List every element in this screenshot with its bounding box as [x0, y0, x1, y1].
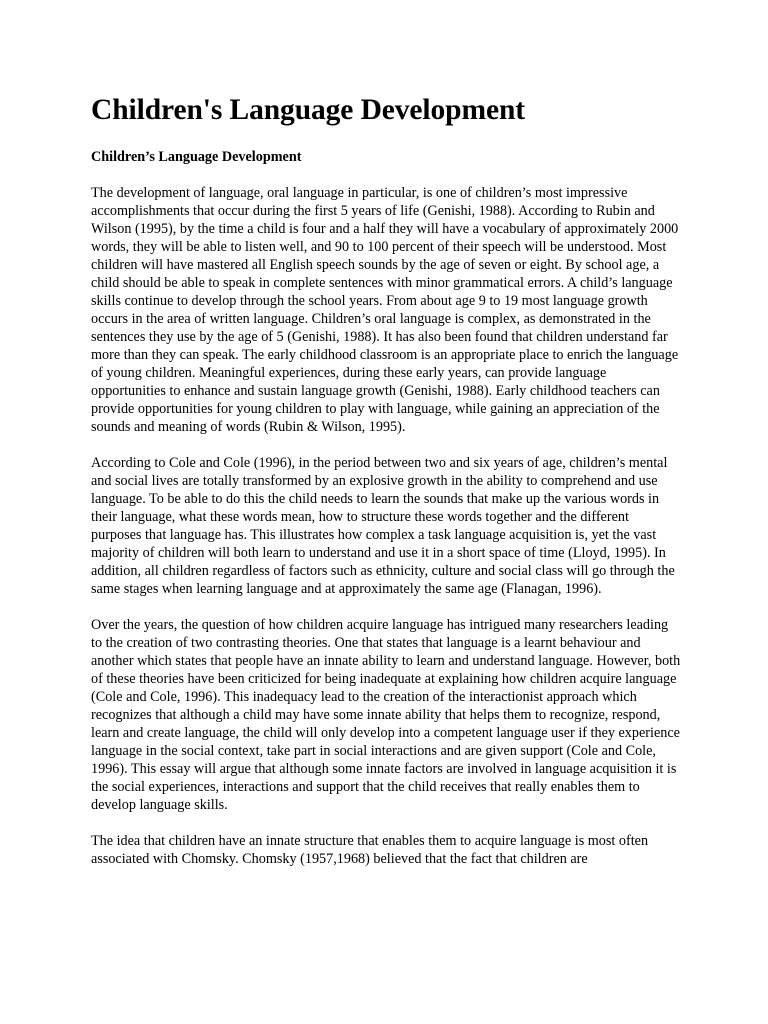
paragraph-3: Over the years, the question of how children acquire language has intrigued many researchers leading to the creation of two contrasting theories. One that states that language is a learnt behaviour and another which states that people have an innate ability to learn and understand language. However, both of these theories have been criticized for being inadequate at explaining how children acquire language (Cole and Cole, 1996). This inadequacy lead to the creation of the interactionist approach which recognizes that although a child may have some innate ability that helps them to recognize, respond, learn and create language, the child will only develop into a competent language user if they experience language in the social context, take part in social interactions and are given support (Cole and Cole, 1996). This essay will argue that although some innate factors are involved in language acquisition it is the social experiences, interactions and support that the child receives that really enables them to develop language skills.: [91, 617, 681, 813]
document-subtitle: Children’s Language Development: [91, 149, 302, 165]
document-title: Children's Language Development: [91, 94, 525, 126]
paragraph-2: According to Cole and Cole (1996), in the period between two and six years of age, children’s mental and social lives are totally transformed by an explosive growth in the ability to comprehend and use language. To be able to do this the child needs to learn the sounds that make up the various words in their language, what these words mean, how to structure these words together and the different purposes that language has. This illustrates how complex a task language acquisition is, yet the vast majority of children will both learn to understand and use it in a short space of time (Lloyd, 1995). In addition, all children regardless of factors such as ethnicity, culture and social class will go through the same stages when learning language and at approximately the same age (Flanagan, 1996).: [91, 455, 675, 597]
document-page: [91, 92, 681, 868]
paragraph-1: The development of language, oral language in particular, is one of children’s most impressive accomplishments that occur during the first 5 years of life (Genishi, 1988). According to Rubin and Wilson (1995), by the time a child is four and a half they will have a vocabulary of approximately 2000 words, they will be able to listen well, and 90 to 100 percent of their speech will be understood. Most children will have mastered all English speech sounds by the age of seven or eight. By school age, a child should be able to speak in complete sentences with minor grammatical errors. A child’s language skills continue to develop through the school years. From about age 9 to 19 most language growth occurs in the area of written language. Children’s oral language is complex, as demonstrated in the sentences they use by the age of 5 (Genishi, 1988). It has also been found that children understand far more than they can speak. The early childhood classroom is an appropriate place to enrich the language of young children. Meaningful experiences, during these early years, can provide language opportunities to enhance and sustain language growth (Genishi, 1988). Early childhood teachers can provide opportunities for young children to play with language, while gaining an appreciation of the sounds and meaning of words (Rubin & Wilson, 1995).: [91, 185, 679, 435]
paragraph-4: The idea that children have an innate structure that enables them to acquire language is most often associated with Chomsky. Chomsky (1957,1968) believed that the fact that children are: [91, 833, 649, 867]
